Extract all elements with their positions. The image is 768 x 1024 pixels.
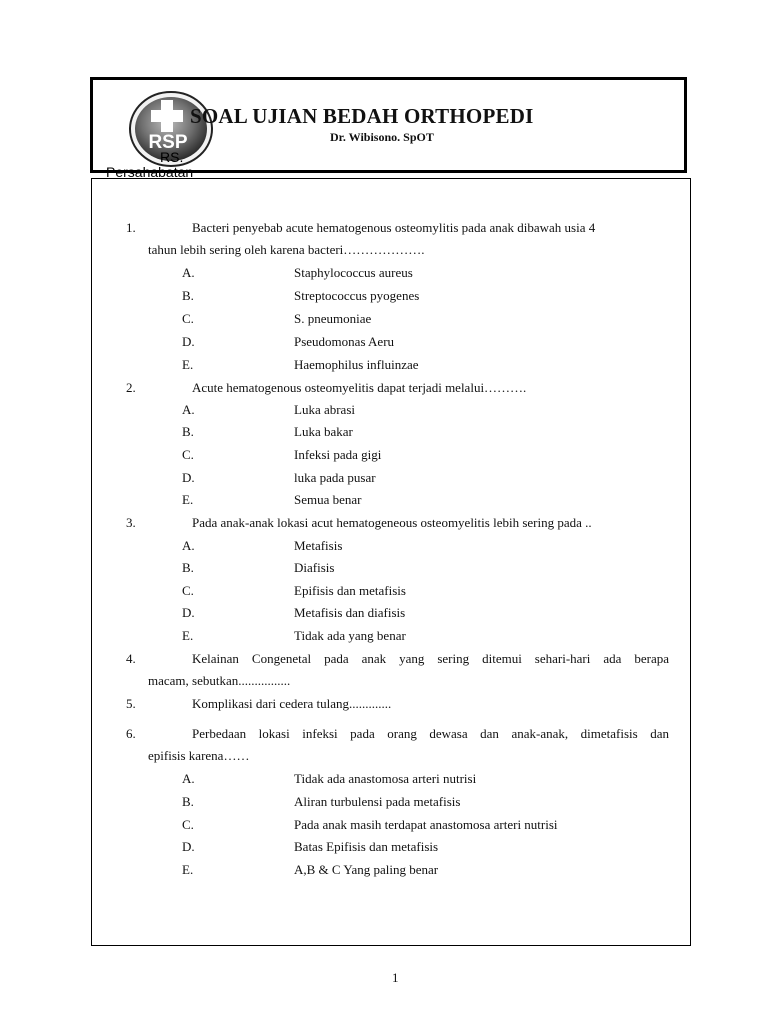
option-letter: B. xyxy=(182,288,194,303)
option-text: Batas Epifisis dan metafisis xyxy=(294,839,439,854)
logo-caption xyxy=(106,150,256,178)
option-text: Staphylococcus aureus xyxy=(294,265,413,280)
question-number: 1. xyxy=(126,220,136,235)
question-text: Acute hematogenous osteomyelitis dapat terjadi melalui………. xyxy=(192,380,527,395)
option-letter: C. xyxy=(182,311,194,326)
question-number: 3. xyxy=(126,515,136,530)
page-subtitle: Dr. Wibisono. SpOT xyxy=(330,130,434,144)
logo-text: RSP xyxy=(148,132,188,153)
question-text-cont: macam, sebutkan................ xyxy=(148,673,291,688)
option-text: Pseudomonas Aeru xyxy=(294,334,395,349)
option-text: Luka bakar xyxy=(294,424,353,439)
question-text: Kelainan Congenetal pada anak yang sering ditemui sehari-hari ada berapa xyxy=(192,651,669,666)
option-letter: C. xyxy=(182,447,194,462)
option-text: Haemophilus influinzae xyxy=(294,357,419,372)
option-letter: A. xyxy=(182,771,195,786)
option-text: Metafisis dan diafisis xyxy=(294,605,406,620)
option-letter: E. xyxy=(182,862,194,877)
option-letter: A. xyxy=(182,538,195,553)
option-text: Luka abrasi xyxy=(294,402,356,417)
option-text: luka pada pusar xyxy=(294,470,376,485)
question-number: 5. xyxy=(126,696,136,711)
option-letter: E. xyxy=(182,628,194,643)
question-text-cont: tahun lebih sering oleh karena bacteri………………. xyxy=(148,242,425,257)
question-text-cont: epifisis karena…… xyxy=(148,748,250,763)
option-text: Infeksi pada gigi xyxy=(294,447,382,462)
logo-caption-line2: Persahabatan xyxy=(106,164,194,178)
option-text: Aliran turbulensi pada metafisis xyxy=(294,794,461,809)
option-text: Tidak ada yang benar xyxy=(294,628,406,643)
question-text: Bacteri penyebab acute hematogenous osteomylitis pada anak dibawah usia 4 xyxy=(192,220,596,235)
option-letter: C. xyxy=(182,817,194,832)
option-letter: A. xyxy=(182,265,195,280)
option-text: Pada anak masih terdapat anastomosa arteri nutrisi xyxy=(294,817,558,832)
question-number: 2. xyxy=(126,380,136,395)
question-text: Pada anak-anak lokasi acut hematogeneous osteomyelitis lebih sering pada .. xyxy=(192,515,592,530)
page-title: SOAL UJIAN BEDAH ORTHOPEDI xyxy=(190,104,534,128)
question-number: 4. xyxy=(126,651,136,666)
page-number: 1 xyxy=(392,970,399,985)
option-letter: D. xyxy=(182,839,195,854)
option-text: Diafisis xyxy=(294,560,335,575)
option-letter: D. xyxy=(182,334,195,349)
option-letter: C. xyxy=(182,583,194,598)
option-text: Semua benar xyxy=(294,492,362,507)
option-text: Tidak ada anastomosa arteri nutrisi xyxy=(294,771,477,786)
option-letter: A. xyxy=(182,402,195,417)
question-number: 6. xyxy=(126,726,136,741)
option-text: Streptococcus pyogenes xyxy=(294,288,420,303)
question-text: Komplikasi dari cedera tulang............. xyxy=(192,696,392,711)
question-text: Perbedaan lokasi infeksi pada orang dewasa dan anak-anak, dimetafisis dan xyxy=(192,726,669,741)
option-letter: B. xyxy=(182,560,194,575)
option-letter: B. xyxy=(182,794,194,809)
option-text: S. pneumoniae xyxy=(294,311,372,326)
option-letter: D. xyxy=(182,470,195,485)
option-letter: B. xyxy=(182,424,194,439)
option-text: Epifisis dan metafisis xyxy=(294,583,406,598)
option-letter: D. xyxy=(182,605,195,620)
option-letter: E. xyxy=(182,357,194,372)
option-text: Metafisis xyxy=(294,538,343,553)
option-letter: E. xyxy=(182,492,194,507)
option-text: A,B & C Yang paling benar xyxy=(294,862,439,877)
logo-caption-line1: RS. xyxy=(160,150,184,165)
